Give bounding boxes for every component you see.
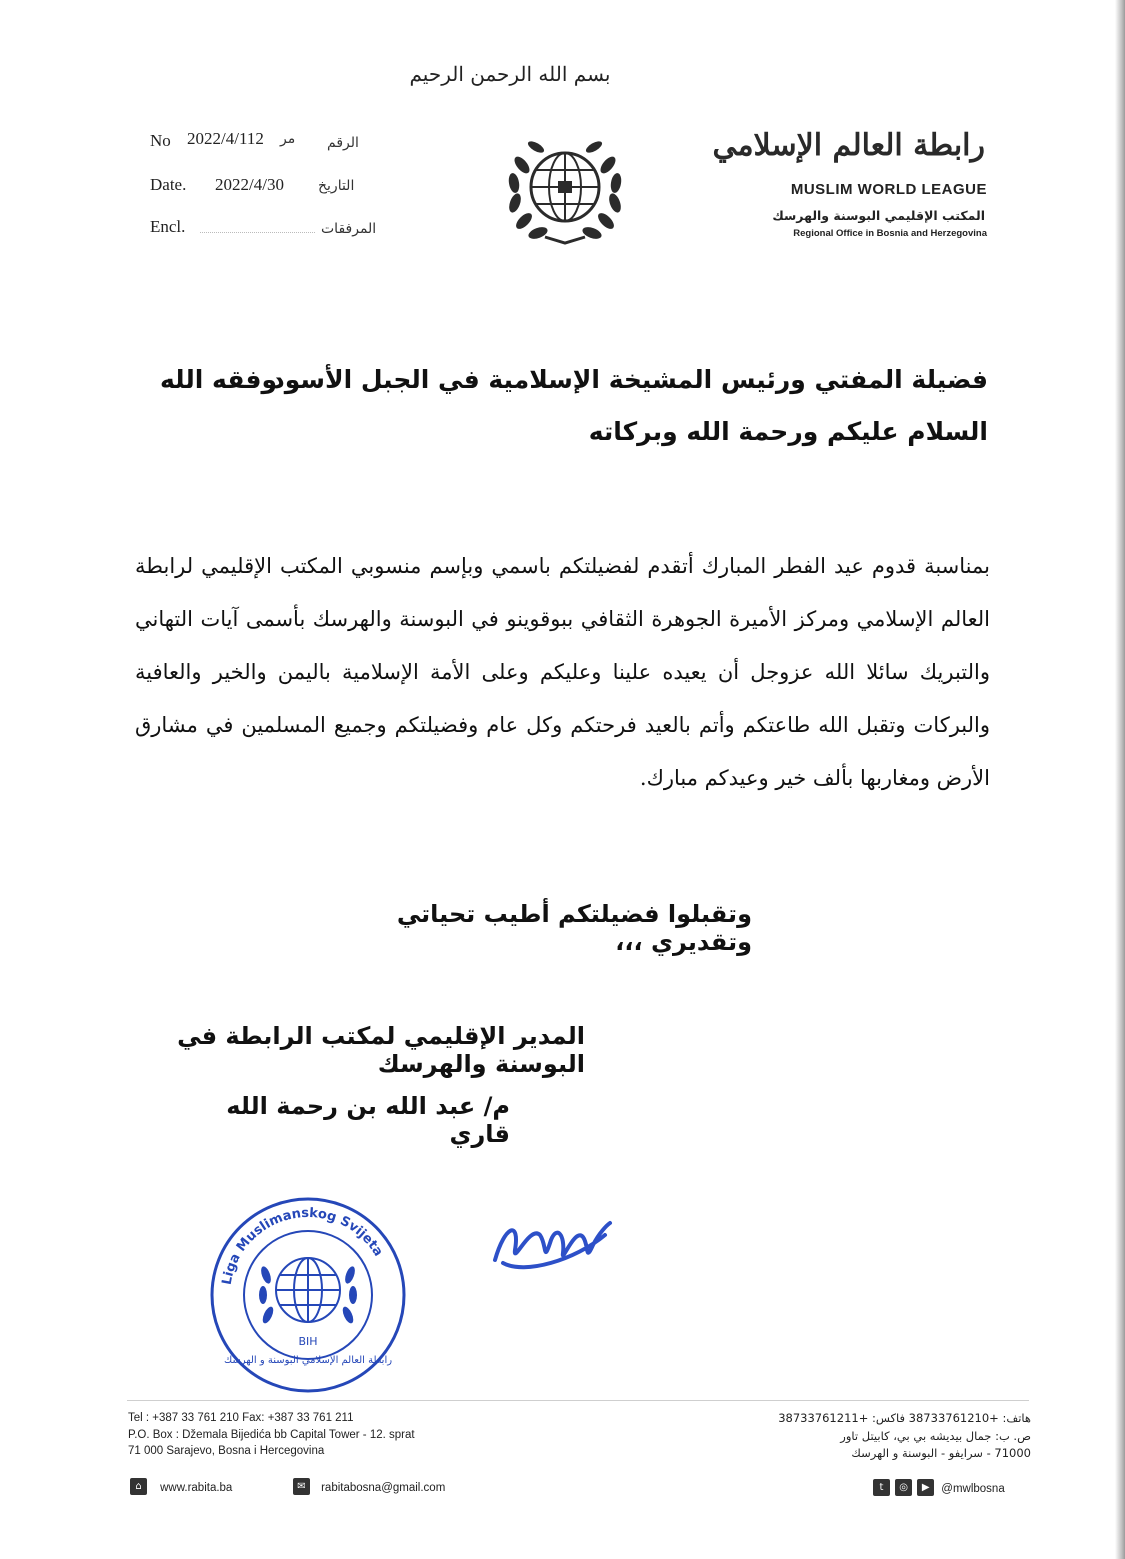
mwl-emblem-icon — [500, 125, 630, 250]
greeting: السلام عليكم ورحمة الله وبركاته — [588, 417, 988, 446]
footer-city-en: 71 000 Sarajevo, Bosna i Hercegovina — [128, 1445, 325, 1457]
date-label: Date. — [150, 175, 187, 194]
encl-label: Encl. — [150, 217, 186, 236]
date-value: 2022/4/30 — [215, 175, 284, 194]
official-stamp — [208, 1195, 408, 1395]
stamp-code: BIH — [298, 1335, 318, 1348]
encl-label-ar: المرفقات — [321, 221, 377, 237]
number-prefix-ar: مر — [280, 131, 296, 147]
footer-pobox-ar: ص. ب: جمال بيديشه بي بي، كابيتل تاور — [840, 1429, 1031, 1443]
addressee-blessing: وفقه الله — [160, 365, 278, 394]
scan-edge-shadow — [1115, 0, 1125, 1559]
signer-name: م/ عبد الله بن رحمة الله قاري — [226, 1092, 510, 1148]
email-link[interactable] — [293, 1476, 445, 1496]
footer-divider — [127, 1400, 1029, 1401]
footer-city-ar: 71000 - سرايفو - البوسنة و الهرسك — [851, 1446, 1031, 1460]
social-links[interactable] — [873, 1477, 1005, 1497]
social-handle: @mwlbosna — [941, 1483, 1005, 1495]
footer-tel-fax-en: Tel : +387 33 761 210 Fax: +387 33 761 211 — [128, 1412, 354, 1424]
handwritten-signature — [485, 1205, 615, 1285]
org-office-en: Regional Office in Bosnia and Herzegovina — [793, 228, 987, 239]
stamp-text-ar: رابطة العالم الإسلامي البوسنة و الهرسك — [223, 1355, 393, 1366]
youtube-icon[interactable]: ▶ — [917, 1479, 934, 1496]
addressee: فضيلة المفتي ورئيس المشيخة الإسلامية في الجبل الأسود — [271, 365, 988, 394]
stamp-text-bs: Liga Muslimanskog Svijeta — [219, 1205, 386, 1286]
signer-title: المدير الإقليمي لمكتب الرابطة في البوسنة والهرسك — [177, 1022, 585, 1078]
home-icon: ⌂ — [130, 1478, 147, 1495]
date-label-ar: التاريخ — [318, 178, 355, 194]
email-text: rabitabosna@gmail.com — [321, 1482, 446, 1494]
svg-text:Liga Muslimanskog Svijeta — [220, 1206, 386, 1286]
instagram-icon[interactable]: ◎ — [895, 1479, 912, 1496]
website-link[interactable] — [130, 1476, 232, 1496]
org-office-ar: المكتب الإقليمي البوسنة والهرسك — [772, 208, 985, 223]
closing: وتقبلوا فضيلتكم أطيب تحياتي وتقديري ،،، — [396, 900, 752, 956]
org-name-en: MUSLIM WORLD LEAGUE — [790, 181, 987, 198]
twitter-icon[interactable]: t — [873, 1479, 890, 1496]
number-value: 2022/4/112 — [187, 129, 264, 148]
basmala: بسم الله الرحمن الرحيم — [409, 62, 611, 86]
encl-blank-line — [200, 232, 315, 233]
org-name-ar: رابطة العالم الإسلامي — [712, 128, 985, 163]
number-label-ar: الرقم — [327, 135, 359, 151]
number-label: No — [150, 131, 171, 150]
footer-pobox-en: P.O. Box : Džemala Bijedića bb Capital Tower - 12. sprat — [128, 1429, 415, 1441]
footer-tel-fax-ar: هاتف: +38733761210 فاكس: +38733761211 — [778, 1411, 1031, 1425]
website-text: www.rabita.ba — [160, 1482, 233, 1494]
mail-icon: ✉ — [293, 1478, 310, 1495]
letter-body: بمناسبة قدوم عيد الفطر المبارك أتقدم لفضيلتكم باسمي وبإسم منسوبي المكتب الإقليمي لرابطة العالم الإسلامي ومركز الأميرة الجوهرة الثقافي ببوقوينو في البوسنة والهرسك بأسمى آيات التهاني والتبريك سائلا الله عزوجل أن يعيده علينا وعليكم وعلى الأمة الإسلامية باليمن والخير والعافية والبركات وتقبل الله طاعتكم وأتم بالعيد فرحتكم وكل عام وفضيلتكم وجميع المسلمين في مشارق الأرض ومغاربها بألف خير وعيدكم مبارك. — [135, 554, 990, 790]
